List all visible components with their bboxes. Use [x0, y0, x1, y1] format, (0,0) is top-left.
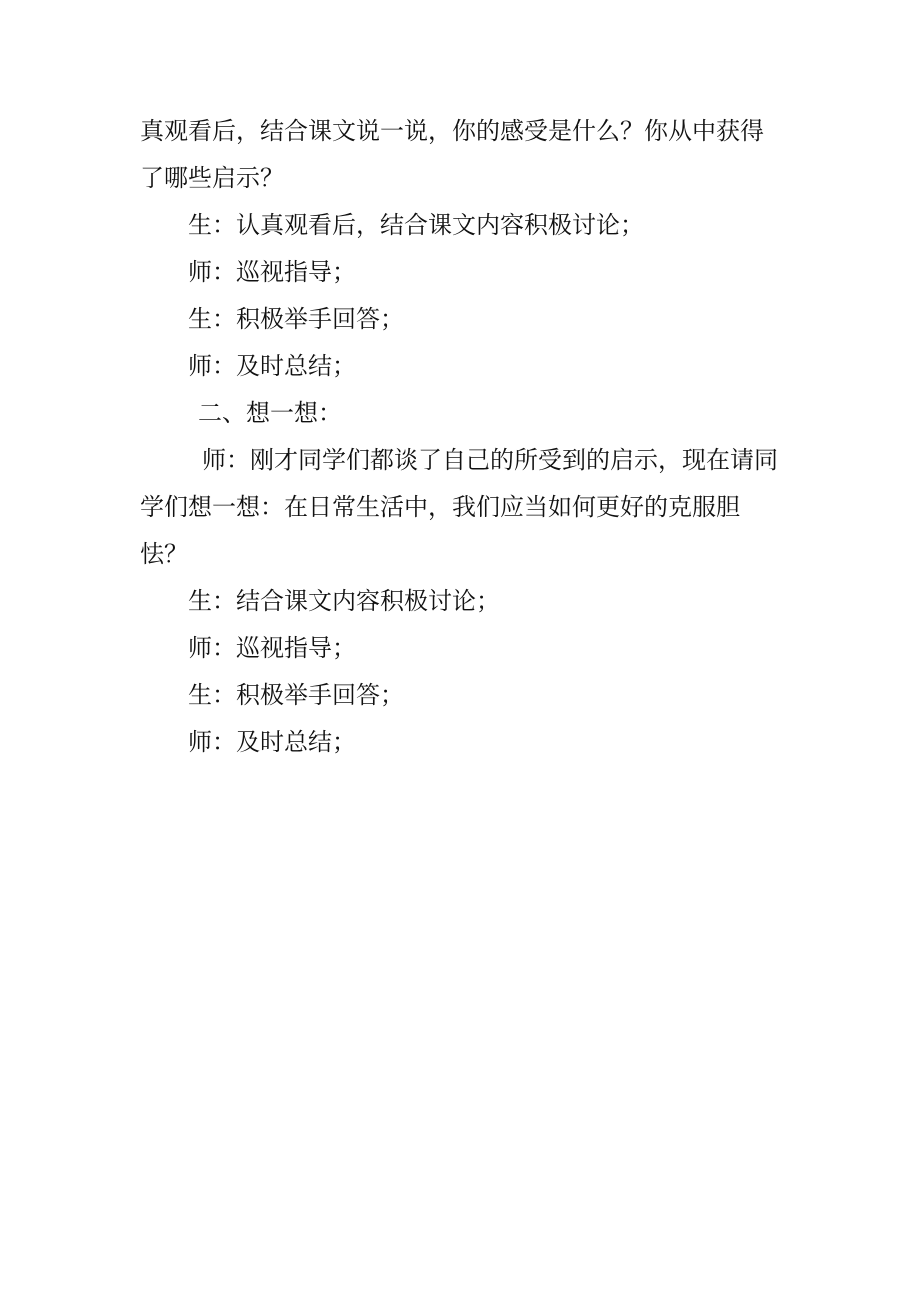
- paragraph-continuation: 真观看后，结合课文说一说，你的感受是什么？你从中获得了哪些启示？: [140, 117, 764, 192]
- document-body: [140, 108, 780, 766]
- teacher-line: 师：及时总结；: [188, 352, 356, 380]
- section-heading: 二、想一想：: [198, 399, 342, 427]
- student-line: 生：结合课文内容积极讨论；: [188, 587, 500, 615]
- student-line: 生：认真观看后，结合课文内容积极讨论；: [188, 211, 644, 239]
- teacher-line: 师：巡视指导；: [188, 634, 356, 662]
- teacher-line: 师：及时总结；: [188, 728, 356, 756]
- teacher-prompt: 师：刚才同学们都谈了自己的所受到的启示，现在请同学们想一想：在日常生活中，我们应当如何更好的克服胆怯？: [140, 446, 778, 568]
- student-line: 生：积极举手回答；: [188, 305, 404, 333]
- teacher-line: 师：巡视指导；: [188, 258, 356, 286]
- student-line: 生：积极举手回答；: [188, 681, 404, 709]
